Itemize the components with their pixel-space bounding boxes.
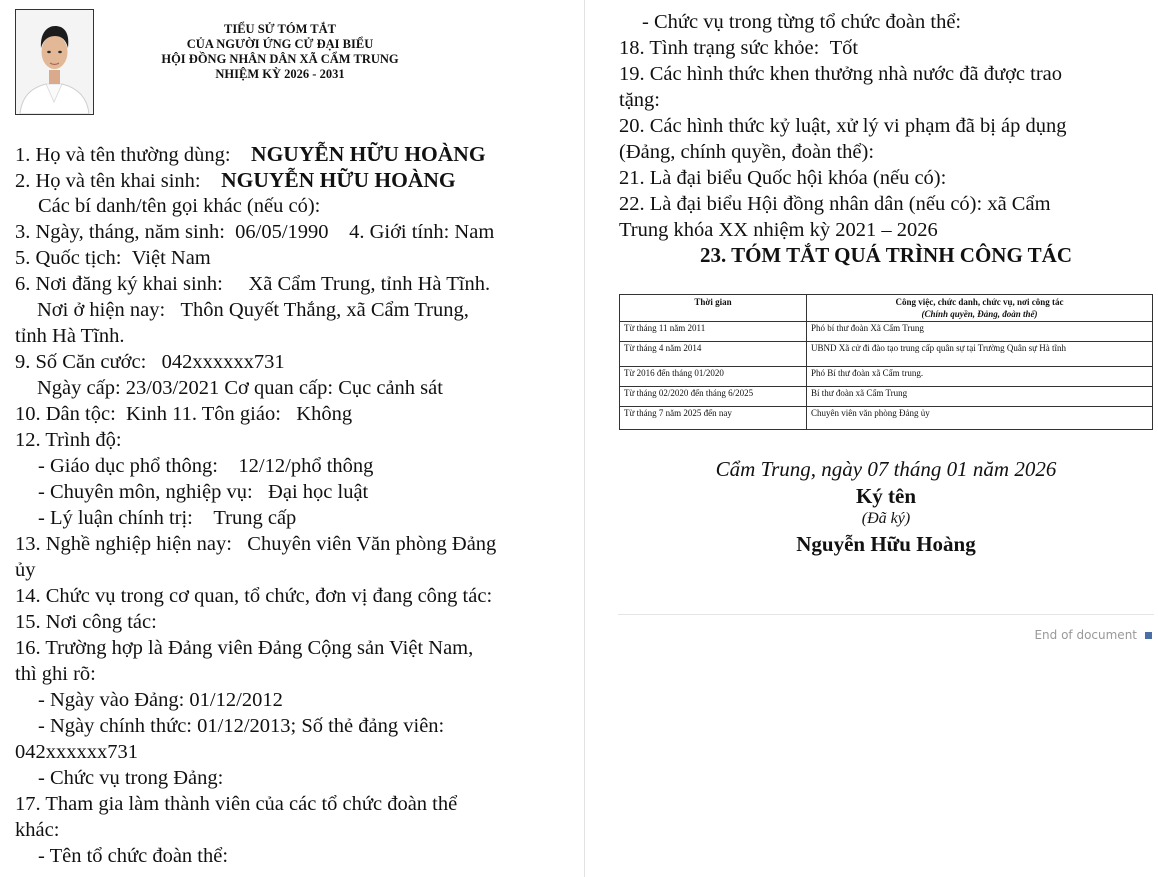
field-label: 18. Tình trạng sức khỏe: (619, 37, 820, 59)
field-political-theory (38, 505, 296, 531)
table-row (620, 322, 1153, 342)
portrait-image (16, 10, 93, 114)
table-header-work-title: Công việc, chức danh, chức vụ, nơi công tác (895, 297, 1064, 307)
field-organizations-cont: khác: (15, 819, 60, 841)
table-row (620, 367, 1153, 387)
table-cell-work: UBND Xã cử đi đào tạo trung cấp quân sự tại Trường Quân sự Hà tĩnh (807, 342, 1153, 367)
table-row (620, 387, 1153, 407)
field-occupation (15, 531, 496, 557)
field-value: Chuyên viên Văn phòng Đảng (247, 533, 497, 555)
field-label: - Chuyên môn, nghiệp vụ: (38, 481, 253, 503)
table-cell-time: Từ tháng 02/2020 đến tháng 6/2025 (620, 387, 807, 407)
signature-date: Cẩm Trung, ngày 07 tháng 01 năm 2026 (715, 457, 1057, 481)
field-birth-registration (15, 271, 490, 297)
field-organization-name: - Tên tổ chức đoàn thể: (38, 845, 229, 867)
field-label: 1. Họ và tên thường dùng: (15, 144, 231, 166)
field-awards-cont: tặng: (619, 89, 660, 111)
field-discipline-cont: (Đảng, chính quyền, đoàn thể): (619, 141, 875, 163)
field-label: 3. Ngày, tháng, năm sinh: (15, 221, 225, 243)
field-label: Nơi ở hiện nay: (37, 299, 166, 321)
table-header-row (620, 295, 1153, 322)
field-label: 5. Quốc tịch: (15, 247, 122, 269)
header-council: HỘI ĐỒNG NHÂN DÂN XÃ CẨM TRUNG (161, 52, 399, 66)
field-residence-cont: tỉnh Hà Tĩnh. (15, 325, 125, 347)
field-label: - Giáo dục phổ thông: (38, 455, 218, 477)
column-divider (584, 0, 585, 877)
field-aliases: Các bí danh/tên gọi khác (nếu có): (38, 195, 321, 217)
field-birth-name (15, 167, 456, 194)
field-workplace: 15. Nơi công tác: (15, 611, 157, 633)
field-common-name (15, 141, 486, 168)
field-general-education (38, 453, 373, 479)
field-discipline: 20. Các hình thức kỷ luật, xử lý vi phạm đã bị áp dụng (619, 115, 1067, 137)
field-id-number (15, 349, 285, 375)
field-label: 2. Họ và tên khai sinh: (15, 170, 201, 192)
table-header-work (807, 295, 1153, 322)
table-cell-time: Từ tháng 11 năm 2011 (620, 322, 807, 342)
field-organizations: 17. Tham gia làm thành viên của các tổ chức đoàn thể (15, 793, 458, 815)
field-value: 12/12/phổ thông (238, 455, 374, 477)
section-title: 23. TÓM TẮT QUÁ TRÌNH CÔNG TÁC (699, 243, 1073, 267)
table-header-time: Thời gian (620, 295, 807, 322)
signature-label: Ký tên (855, 484, 917, 508)
header-term: NHIỆM KỲ 2026 - 2031 (215, 67, 345, 81)
field-label: - Lý luận chính trị: (38, 507, 193, 529)
field-party-join-date: - Ngày vào Đảng: 01/12/2012 (38, 689, 283, 711)
field-party-member-cont: thì ghi rõ: (15, 663, 96, 685)
field-label: 6. Nơi đăng ký khai sinh: (15, 273, 223, 295)
document-header (100, 22, 460, 82)
field-party-position: - Chức vụ trong Đảng: (38, 767, 224, 789)
field-health (619, 35, 858, 61)
work-history-table (619, 294, 1153, 430)
field-value: Trung cấp (213, 507, 297, 529)
field-party-official-date: - Ngày chính thức: 01/12/2013; Số thẻ đảng viên: (38, 715, 445, 737)
field-value: Việt Nam (131, 247, 211, 269)
field-value: NGUYỄN HỮU HOÀNG (251, 142, 486, 166)
table-header-work-subtitle: (Chính quyền, Đảng, đoàn thể) (921, 309, 1038, 319)
table-cell-work: Bí thư đoàn xã Cẩm Trung (807, 387, 1153, 407)
field-label: 13. Nghề nghiệp hiện nay: (15, 533, 232, 555)
field-council-delegate-cont: Trung khóa XX nhiệm kỳ 2021 – 2026 (619, 219, 938, 241)
field-nationality (15, 245, 211, 271)
field-value: Kinh 11. Tôn giáo: (126, 403, 281, 425)
field-awards: 19. Các hình thức khen thưởng nhà nước đã được trao (619, 63, 1063, 85)
field-ethnicity-religion (15, 401, 352, 427)
field-birthdate (15, 219, 494, 245)
table-cell-time: Từ tháng 7 năm 2025 đến nay (620, 407, 807, 430)
field-party-card-number: 042xxxxxx731 (15, 741, 138, 763)
field-occupation-cont: ủy (15, 559, 36, 581)
end-marker-icon (1145, 632, 1152, 639)
field-label: 10. Dân tộc: (15, 403, 116, 425)
table-row (620, 407, 1153, 430)
field-id-issue: Ngày cấp: 23/03/2021 Cơ quan cấp: Cục cảnh sát (37, 377, 443, 399)
end-of-document (1000, 628, 1152, 642)
header-title: TIỂU SỬ TÓM TẮT (224, 22, 336, 36)
field-national-assembly: 21. Là đại biểu Quốc hội khóa (nếu có): (619, 167, 947, 189)
field-value: Đại học luật (268, 481, 369, 503)
signature-note: (Đã ký) (861, 510, 911, 527)
field-label: 9. Số Căn cước: (15, 351, 147, 373)
field-party-member: 16. Trường hợp là Đảng viên Đảng Cộng sản Việt Nam, (15, 637, 474, 659)
header-subtitle: CỦA NGƯỜI ỨNG CỬ ĐẠI BIỂU (186, 37, 374, 51)
table-row (620, 342, 1153, 367)
field-education-heading: 12. Trình độ: (15, 429, 122, 451)
field-value: NGUYỄN HỮU HOÀNG (221, 168, 456, 192)
field-value: Tốt (829, 37, 859, 59)
table-cell-work: Chuyên viên văn phòng Đảng ủy (807, 407, 1153, 430)
field-value: Thôn Quyết Thắng, xã Cẩm Trung, (180, 299, 469, 321)
field-value-religion: Không (296, 403, 353, 425)
field-organization-position: - Chức vụ trong từng tổ chức đoàn thể: (642, 11, 962, 33)
field-position: 14. Chức vụ trong cơ quan, tổ chức, đơn vị đang công tác: (15, 585, 493, 607)
end-of-document-label: End of document (1034, 628, 1137, 642)
table-cell-work: Phó bí thư đoàn Xã Cẩm Trung (807, 322, 1153, 342)
field-value: 06/05/1990 (235, 221, 329, 243)
field-residence (37, 297, 469, 323)
field-council-delegate: 22. Là đại biểu Hội đồng nhân dân (nếu có): xã Cẩm (619, 193, 1051, 215)
end-divider (618, 614, 1154, 615)
table-cell-time: Từ 2016 đến tháng 01/2020 (620, 367, 807, 387)
field-value: 042xxxxxx731 (161, 351, 285, 373)
table-cell-work: Phó Bí thư đoàn xã Cẩm trung. (807, 367, 1153, 387)
field-gender: 4. Giới tính: Nam (349, 221, 495, 243)
field-value: Xã Cẩm Trung, tỉnh Hà Tĩnh. (248, 273, 491, 295)
field-professional (38, 479, 368, 505)
portrait-photo (15, 9, 94, 115)
signature-name: Nguyễn Hữu Hoàng (796, 532, 976, 556)
table-cell-time: Từ tháng 4 năm 2014 (620, 342, 807, 367)
